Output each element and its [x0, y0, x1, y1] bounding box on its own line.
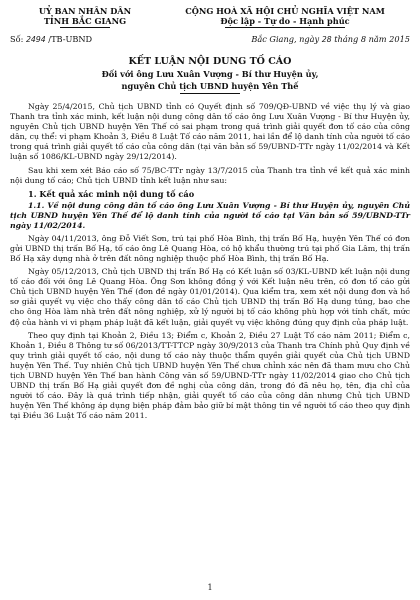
issuing-authority: [10, 6, 160, 28]
document-subtitle-1: Đối với ông Lưu Xuân Vượng - Bí thư Huyện ủy,: [101, 69, 319, 79]
national-motto: Độc lập - Tự do - Hạnh phúc: [220, 16, 350, 26]
paragraph-3: Ngày 04/11/2013, ông Đỗ Viết Sơn, trú tại phố Hòa Bình, thị trấn Bố Hạ, huyện Yên Thế có đơn gửi UBND thị trấn Bố Hạ, tố cáo ông Lê Quang Hòa, có hộ khẩu thường trú tại phố Gia Lâm, thị trấn Bố Hạ xây dựng nhà ở trên đất nông nghiệp thuộc phố Hòa Bình, thị trấn Bố Hạ.: [10, 233, 410, 263]
handwritten-number: 2494: [25, 34, 46, 44]
date-suffix: tháng 8 năm 2015: [331, 34, 410, 44]
paragraph-5: Theo quy định tại Khoản 2, Điều 13; Điểm c, Khoản 2, Điều 27 Luật Tố cáo năm 2011; Điểm c, Khoản 1, Điều 8 Thông tư số 06/2013/TT-TTCP ngày 30/9/2013 của Thanh tra Chính phủ Quy định về quy trình giải quyết tố cáo, nội dung tố cáo này thuộc thẩm quyền giải quyết của Chủ tịch UBND huyện Yên Thế. Tuy nhiên Chủ tịch UBND huyện Yên Thế chưa chỉnh xác nên đã tham mưu cho Chủ tịch UBND huyện Yên Thế ban hành Công văn số 59/UBND-TTr ngày 11/02/2014 giao cho Chủ tịch UBND thị trấn Bố Hạ giải quyết đơn đề nghị của công dân, trong đó đã nêu họ, tên, địa chỉ của người tố cáo. Đây là quá trình tiếp nhận, giải quyết tố cáo của công dân nhưng Chủ tịch UBND huyện Yên Thế không áp dụng biện pháp đảm bảo giữ bí mật thông tin về người tố cáo theo quy định tại Điều 36 Luật Tố cáo năm 2011.: [10, 330, 410, 421]
authority-underline: [60, 27, 110, 28]
paragraph-1: Ngày 25/4/2015, Chủ tịch UBND tỉnh có Quyết định số 709/QĐ-UBND về việc thụ lý và giao Thanh tra tỉnh xác minh, kết luận nội dung công dân tố cáo ông Lưu Xuân Vượng - Bí thư Huyện ủy, nguyên Chủ tịch UBND huyện Yên Thế có sai phạm trong quá trình giải quyết đơn tố cáo của công dân, cụ thể: vi phạm Khoản 3, Điều 8 Luật Tố cáo năm 2011, hai lần để lộ danh tính của người tố cáo trong quá trình giải quyết tố cáo của công dân (tại văn bản số 59/UBND-TTr ngày 11/02/2014 và Kết luận số 1086/KL-UBND ngày 29/12/2014).: [10, 102, 410, 162]
section-heading-1-1: 1.1. Về nội dung công dân tố cáo ông Lưu Xuân Vượng - Bí thư Huyện ủy, nguyên Chủ tịch UBND huyện Yên Thế để lộ danh tính của người tố cáo tại Văn bản số 59/UBND-TTr ngày 11/02/2014.: [10, 200, 410, 230]
motto-underline: [225, 27, 345, 28]
section-heading-1: 1. Kết quả xác minh nội dung tố cáo: [28, 188, 195, 199]
paragraph-4: Ngày 05/12/2013, Chủ tịch UBND thị trấn Bố Hạ có Kết luận số 03/KL-UBND kết luận nội dung tố cáo đối với ông Lê Quang Hòa. Ông Sơn không đồng ý với Kết luận nêu trên, có đơn tố cáo gửi Chủ tịch UBND huyện Yên Thế (đơn đề ngày 01/01/2014). Qua kiểm tra, xem xét nội dung đơn và hồ sơ giải quyết vụ việc cho thấy công dân tố cáo Chủ tịch UBND thị trấn Bố Hạ dung túng, bao che cho ông Hòa làm nhà trên đất nông nghiệp, xử lý người bị tố cáo không phù hợp với tính chất, mức độ của hành vi vi phạm pháp luật đã kết luận, giải quyết vụ việc không đúng quy định của pháp luật.: [10, 267, 410, 327]
date-prefix: Bắc Giang, ngày: [251, 34, 322, 44]
document-number: [10, 34, 92, 44]
document-header: [10, 6, 410, 28]
nation-name: CỘNG HOÀ XÃ HỘI CHỦ NGHĨA VIỆT NAM: [185, 6, 385, 16]
document-meta: [10, 34, 410, 44]
authority-line-2: TỈNH BẮC GIANG: [43, 16, 127, 26]
number-suffix: /TB-UBND: [45, 34, 93, 44]
document-title: KẾT LUẬN NỘI DUNG TỐ CÁO: [128, 56, 292, 67]
paragraph-2: Sau khi xem xét Báo cáo số 75/BC-TTr ngày 13/7/2015 của Thanh tra tỉnh về kết quả xác minh nội dung tố cáo; Chủ tịch UBND tỉnh kết luận như sau:: [10, 165, 410, 185]
document-date: [251, 34, 410, 44]
national-heading: [160, 6, 410, 28]
page-number: 1: [207, 583, 213, 592]
document-subtitle-2: nguyên Chủ tịch UBND huyện Yên Thế: [121, 81, 299, 91]
handwritten-day: 28: [321, 34, 332, 44]
subtitle-underline: [180, 93, 240, 94]
number-prefix: Số:: [10, 34, 26, 44]
authority-line-1: UỶ BAN NHÂN DÂN: [38, 6, 132, 16]
